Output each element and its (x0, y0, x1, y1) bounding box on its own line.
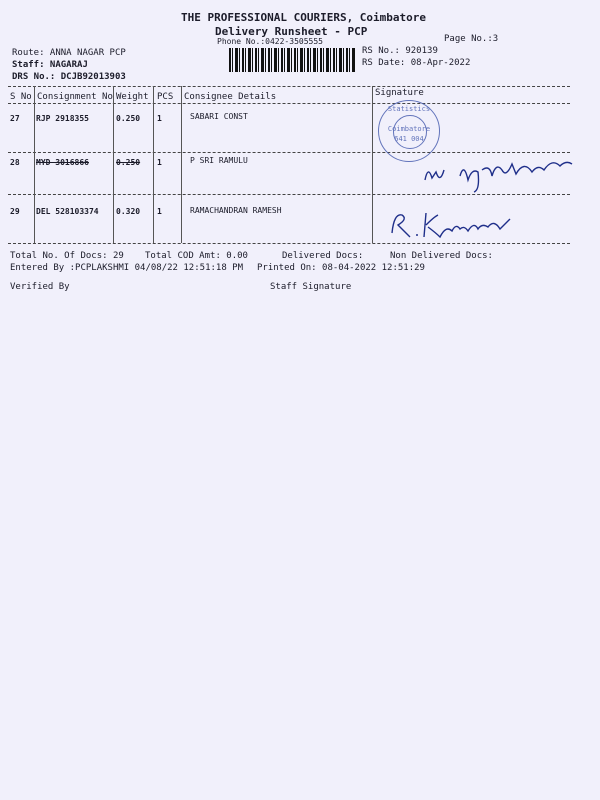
column-divider (153, 86, 154, 243)
header-bottom-border (8, 103, 570, 104)
route-label: Route: ANNA NAGAR PCP (12, 48, 126, 58)
row-consignee: SABARI CONST (190, 112, 248, 121)
barcode (229, 48, 356, 72)
signature-row-28 (420, 150, 585, 195)
column-divider (113, 86, 114, 243)
total-docs: Total No. Of Docs: 29 (10, 251, 124, 261)
column-divider (372, 86, 373, 243)
row-weight: 0.320 (116, 207, 141, 216)
row-weight: 0.250 (116, 114, 141, 123)
table-top-border (8, 86, 570, 87)
delivered-docs: Delivered Docs: (282, 251, 364, 261)
row-pcs: 1 (157, 114, 162, 123)
rs-number: RS No.: 920139 (362, 46, 438, 56)
drs-number: DRS No.: DCJB92013903 (12, 72, 126, 82)
row-consignment: MYD 3016866 (36, 158, 89, 167)
row-consignment: RJP 2918355 (36, 114, 89, 123)
column-header-weight: Weight (116, 92, 149, 102)
stamp-line2: Coimbatore (387, 125, 431, 133)
row-sno: 27 (10, 114, 20, 123)
total-cod-amount: Total COD Amt: 0.00 (145, 251, 248, 261)
column-header-pcs: PCS (157, 92, 174, 102)
row-sno: 28 (10, 158, 20, 167)
column-divider (181, 86, 182, 243)
column-divider (34, 86, 35, 243)
row-pcs: 1 (157, 158, 162, 167)
stamp-line3: 641 004 (394, 135, 424, 143)
column-header-signature: Signature (375, 88, 424, 98)
rs-date: RS Date: 08-Apr-2022 (362, 58, 471, 68)
non-delivered-docs: Non Delivered Docs: (390, 251, 493, 261)
signature-row-29 (388, 205, 518, 245)
row-pcs: 1 (157, 207, 162, 216)
staff-label: Staff: NAGARAJ (12, 60, 88, 70)
row-weight: 0.250 (116, 158, 141, 167)
column-header-consignment: Consignment No (37, 92, 113, 102)
verified-by: Verified By (10, 282, 70, 292)
row-consignment: DEL 528103374 (36, 207, 99, 216)
column-header-sno: S No (10, 92, 32, 102)
column-header-consignee: Consignee Details (184, 92, 277, 102)
company-name: THE PROFESSIONAL COURIERS, Coimbatore (181, 11, 427, 24)
row-sno: 29 (10, 207, 20, 216)
runsheet-title: Delivery Runsheet - PCP (215, 25, 368, 38)
staff-signature: Staff Signature (270, 282, 352, 292)
stamp-line1: Statistics (387, 105, 431, 113)
entered-by: Entered By :PCPLAKSHMI 04/08/22 12:51:18 PM (10, 263, 243, 273)
row-consignee: P SRI RAMULU (190, 156, 248, 165)
page-number: Page No.:3 (444, 34, 499, 44)
printed-on: Printed On: 08-04-2022 12:51:29 (257, 263, 425, 273)
row-consignee: RAMACHANDRAN RAMESH (190, 206, 282, 215)
phone-number: Phone No.:0422-3505555 (217, 37, 323, 46)
